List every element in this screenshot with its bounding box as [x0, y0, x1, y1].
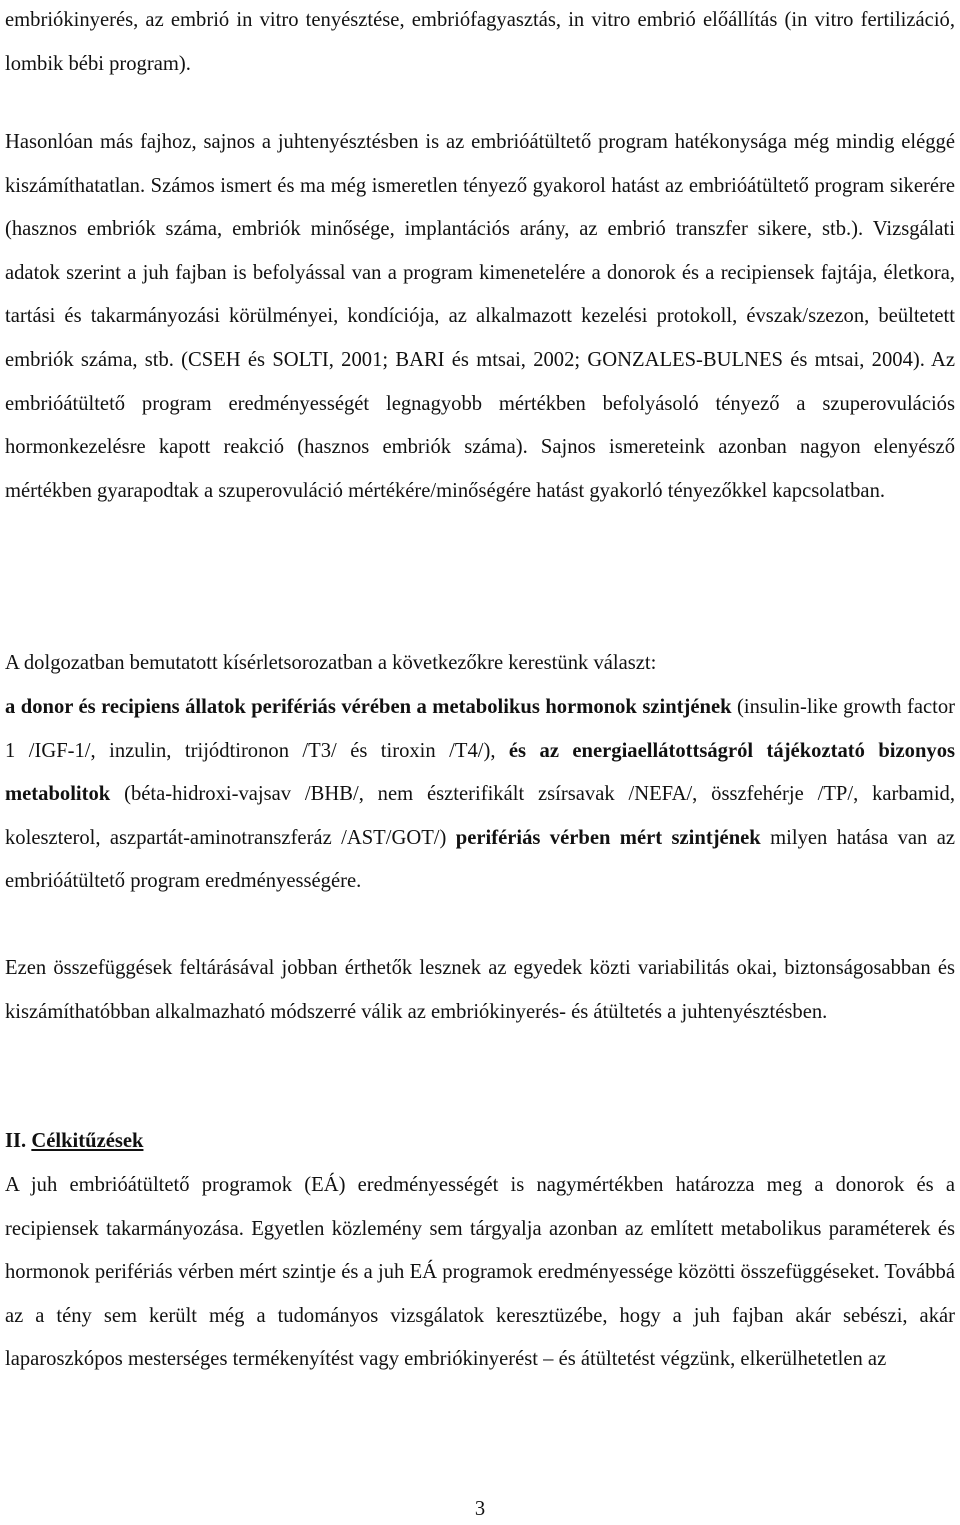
text-span: (insulin-like growth factor 1 /IGF-1/, inzulin, trijódtironon /T3/ és tiroxin /T4/),: [5, 696, 955, 762]
section-title: Célkitűzések: [31, 1130, 144, 1152]
text-span: milyen hatása van az embrióátültető program eredményességére.: [5, 826, 956, 893]
paragraph-research-questions-intro: A dolgozatban bemutatott kísérletsorozatban a következőkre kerestünk választ:: [5, 652, 657, 674]
section-heading: [5, 1120, 955, 1164]
paragraph-intro-continuation: embriókinyerés, az embrió in vitro tenyésztése, embriófagyasztás, in vitro embrió előállítás (in vitro fertilizáció, lombik bébi program).: [5, 9, 955, 75]
bold-phrase: perifériás vérben mért szintjének: [455, 826, 761, 849]
paragraph-significance: Ezen összefüggések feltárásával jobban érthetők lesznek az egyedek közti variabilitás okai, biztonságosabban és kiszámíthatóbban alkalmazható módszerré válik az embriókinyerés- és átültetés a juhtenyésztésben.: [5, 957, 955, 1023]
page-number: 3: [474, 1498, 486, 1520]
paragraph-research-question: [5, 686, 955, 904]
bold-phrase: a donor és recipiens állatok perifériás vérében a metabolikus hormonok szintjének: [5, 696, 732, 718]
paragraph-objectives: A juh embrióátültető programok (EÁ) eredményességét is nagymértékben határozza meg a donorok és a recipiensek takarmányozása. Egyetlen közlemény sem tárgyalja azonban az említett metabolikus paraméterek és hormonok perifériás vérben mért szintje és a juh EÁ programok eredményessége közötti összefüggéseket. Továbbá az a tény sem került még a tudományos vizsgálatok keresztüzébe, hogy a juh fajban akár sebészi, akár laparoszkópos mesterséges termékenyítést vagy embriókinyerést – és átültetést végzünk, elkerülhetetlen az: [5, 1174, 955, 1371]
bold-phrase: és az energiaellátottságról tájékoztató bizonyos metabolitok: [5, 739, 956, 806]
section-number: II.: [5, 1130, 27, 1152]
text-span: (béta-hidroxi-vajsav /BHB/, nem észterifikált zsírsavak /NEFA/, összfehérje /TP/, karbamid, koleszterol, aszpartát-aminotranszferáz /AST/GOT/): [5, 783, 955, 849]
paragraph-background: Hasonlóan más fajhoz, sajnos a juhtenyésztésben is az embrióátültető program hatékonysága még mindig eléggé kiszámíthatatlan. Számos ismert és ma még ismeretlen tényező gyakorol hatást az embrióátültető program sikerére (hasznos embriók száma, embriók minősége, implantációs arány, az embrió transzfer sikere, stb.). Vizsgálati adatok szerint a juh fajban is befolyással van a program kimenetelére a donorok és a recipiensek fajtája, életkora, tartási és takarmányozási körülményei, kondíciója, az alkalmazott kezelési protokoll, évszak/szezon, beültetett embriók száma, stb. (CSEH és SOLTI, 2001; BARI és mtsai, 2002; GONZALES-BULNES és mtsai, 2004). Az embrióátültető program eredményességét legnagyobb mértékben befolyásoló tényező a szuperovulációs hormonkezelésre kapott reakció (hasznos embriók száma). Sajnos ismereteink azonban nagyon elenyésző mértékben gyarapodtak a szuperovuláció mértékére/minőségére hatást gyakorló tényezőkkel kapcsolatban.: [5, 131, 955, 502]
